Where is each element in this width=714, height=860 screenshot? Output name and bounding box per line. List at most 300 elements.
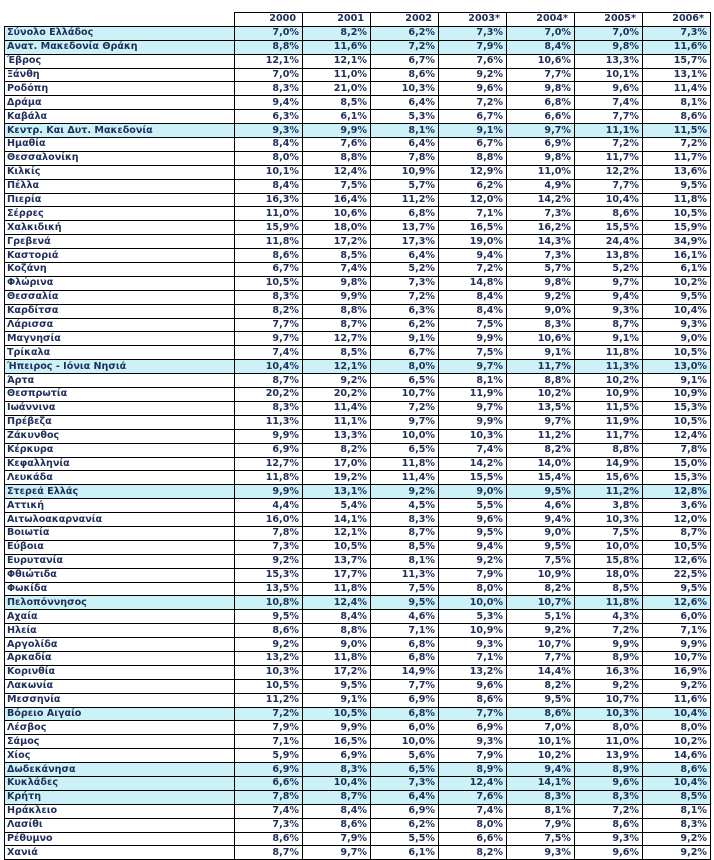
- value-cell: 12,1%: [303, 54, 371, 68]
- value-cell: 11,8%: [371, 457, 439, 471]
- region-row: [5, 763, 711, 777]
- row-name-cell: Φωκίδα: [5, 582, 235, 596]
- prefecture-row: [5, 165, 711, 179]
- value-cell: 9,3%: [575, 304, 643, 318]
- value-cell: 21,0%: [303, 82, 371, 96]
- value-cell: 10,0%: [371, 735, 439, 749]
- value-cell: 7,0%: [507, 26, 575, 40]
- value-cell: 8,8%: [303, 304, 371, 318]
- value-cell: 8,9%: [575, 651, 643, 665]
- value-cell: 6,6%: [235, 776, 303, 790]
- value-cell: 4,3%: [575, 610, 643, 624]
- value-cell: 5,5%: [371, 832, 439, 846]
- value-cell: 7,9%: [303, 832, 371, 846]
- value-cell: 8,5%: [303, 346, 371, 360]
- value-cell: 16,5%: [303, 735, 371, 749]
- value-cell: 9,7%: [439, 401, 507, 415]
- value-cell: 6,8%: [371, 207, 439, 221]
- value-cell: 7,5%: [507, 554, 575, 568]
- prefecture-row: [5, 401, 711, 415]
- row-name-cell: Σέρρες: [5, 207, 235, 221]
- region-row: [5, 596, 711, 610]
- prefecture-row: [5, 665, 711, 679]
- value-cell: 10,6%: [303, 207, 371, 221]
- value-cell: 12,4%: [439, 776, 507, 790]
- prefecture-row: [5, 429, 711, 443]
- value-cell: 11,8%: [303, 582, 371, 596]
- value-cell: 9,0%: [643, 332, 711, 346]
- prefecture-row: [5, 651, 711, 665]
- value-cell: 12,6%: [643, 596, 711, 610]
- prefecture-row: [5, 499, 711, 513]
- value-cell: 8,2%: [507, 443, 575, 457]
- value-cell: 7,7%: [575, 110, 643, 124]
- value-cell: 8,1%: [507, 804, 575, 818]
- value-cell: 8,4%: [235, 179, 303, 193]
- value-cell: 6,8%: [507, 96, 575, 110]
- prefecture-row: [5, 193, 711, 207]
- value-cell: 9,0%: [303, 638, 371, 652]
- value-cell: 11,7%: [575, 151, 643, 165]
- value-cell: 8,7%: [303, 318, 371, 332]
- row-name-cell: Βοιωτία: [5, 526, 235, 540]
- value-cell: 6,0%: [643, 610, 711, 624]
- value-cell: 7,4%: [439, 443, 507, 457]
- value-cell: 10,0%: [439, 596, 507, 610]
- value-cell: 6,9%: [235, 763, 303, 777]
- value-cell: 15,3%: [643, 401, 711, 415]
- row-name-cell: Κεφαλληνία: [5, 457, 235, 471]
- value-cell: 10,4%: [643, 707, 711, 721]
- value-cell: 15,9%: [235, 221, 303, 235]
- value-cell: 9,2%: [235, 638, 303, 652]
- value-cell: 8,9%: [439, 763, 507, 777]
- value-cell: 13,8%: [575, 249, 643, 263]
- prefecture-row: [5, 263, 711, 277]
- value-cell: 11,3%: [371, 568, 439, 582]
- value-cell: 7,2%: [575, 624, 643, 638]
- year-header: 2005*: [575, 13, 643, 27]
- value-cell: 10,5%: [303, 540, 371, 554]
- value-cell: 9,5%: [371, 596, 439, 610]
- value-cell: 7,4%: [303, 263, 371, 277]
- value-cell: 11,8%: [575, 596, 643, 610]
- value-cell: 8,7%: [235, 846, 303, 860]
- value-cell: 6,2%: [371, 818, 439, 832]
- value-cell: 11,1%: [575, 124, 643, 138]
- value-cell: 9,9%: [439, 415, 507, 429]
- value-cell: 13,7%: [303, 554, 371, 568]
- value-cell: 16,9%: [643, 665, 711, 679]
- value-cell: 7,1%: [439, 651, 507, 665]
- value-cell: 9,4%: [507, 513, 575, 527]
- value-cell: 10,2%: [575, 374, 643, 388]
- value-cell: 14,9%: [575, 457, 643, 471]
- value-cell: 9,8%: [303, 276, 371, 290]
- value-cell: 11,0%: [235, 207, 303, 221]
- prefecture-row: [5, 513, 711, 527]
- value-cell: 6,8%: [371, 651, 439, 665]
- value-cell: 9,4%: [439, 249, 507, 263]
- prefecture-row: [5, 443, 711, 457]
- value-cell: 7,5%: [439, 346, 507, 360]
- row-name-cell: Λευκάδα: [5, 471, 235, 485]
- data-table: [4, 12, 711, 860]
- value-cell: 5,3%: [439, 610, 507, 624]
- value-cell: 8,2%: [303, 443, 371, 457]
- value-cell: 7,9%: [439, 749, 507, 763]
- value-cell: 12,4%: [643, 429, 711, 443]
- value-cell: 4,6%: [507, 499, 575, 513]
- value-cell: 7,5%: [439, 318, 507, 332]
- value-cell: 10,6%: [507, 54, 575, 68]
- value-cell: 10,2%: [507, 749, 575, 763]
- value-cell: 9,5%: [643, 290, 711, 304]
- value-cell: 12,0%: [439, 193, 507, 207]
- row-name-cell: Αιτωλοακαρνανία: [5, 513, 235, 527]
- value-cell: 10,5%: [643, 207, 711, 221]
- value-cell: 7,8%: [643, 443, 711, 457]
- value-cell: 11,1%: [303, 415, 371, 429]
- prefecture-row: [5, 221, 711, 235]
- prefecture-row: [5, 68, 711, 82]
- value-cell: 17,0%: [303, 457, 371, 471]
- value-cell: 9,5%: [643, 582, 711, 596]
- value-cell: 5,7%: [371, 179, 439, 193]
- value-cell: 9,3%: [575, 832, 643, 846]
- prefecture-row: [5, 276, 711, 290]
- value-cell: 8,5%: [303, 96, 371, 110]
- row-name-cell: Λάρισσα: [5, 318, 235, 332]
- value-cell: 11,7%: [575, 429, 643, 443]
- value-cell: 9,2%: [643, 832, 711, 846]
- value-cell: 8,3%: [643, 818, 711, 832]
- value-cell: 7,4%: [575, 96, 643, 110]
- value-cell: 9,8%: [507, 82, 575, 96]
- value-cell: 6,8%: [371, 638, 439, 652]
- value-cell: 15,8%: [575, 554, 643, 568]
- value-cell: 15,3%: [643, 471, 711, 485]
- value-cell: 12,1%: [303, 360, 371, 374]
- region-row: [5, 485, 711, 499]
- row-name-cell: Βόρειο Αιγαίο: [5, 707, 235, 721]
- value-cell: 11,2%: [371, 193, 439, 207]
- value-cell: 6,2%: [439, 179, 507, 193]
- value-cell: 16,3%: [235, 193, 303, 207]
- value-cell: 13,1%: [303, 485, 371, 499]
- prefecture-row: [5, 346, 711, 360]
- value-cell: 6,4%: [371, 138, 439, 152]
- row-name-cell: Γρεβενά: [5, 235, 235, 249]
- value-cell: 8,0%: [371, 360, 439, 374]
- value-cell: 7,1%: [643, 624, 711, 638]
- year-header: 2001: [303, 13, 371, 27]
- value-cell: 10,2%: [643, 735, 711, 749]
- value-cell: 6,7%: [371, 346, 439, 360]
- prefecture-row: [5, 610, 711, 624]
- value-cell: 9,0%: [439, 485, 507, 499]
- value-cell: 11,8%: [235, 235, 303, 249]
- prefecture-row: [5, 138, 711, 152]
- value-cell: 13,0%: [643, 360, 711, 374]
- value-cell: 6,3%: [235, 110, 303, 124]
- value-cell: 11,3%: [235, 415, 303, 429]
- region-row: [5, 360, 711, 374]
- row-name-cell: Πέλλα: [5, 179, 235, 193]
- value-cell: 7,2%: [575, 138, 643, 152]
- value-cell: 6,2%: [371, 318, 439, 332]
- value-cell: 6,1%: [371, 846, 439, 860]
- value-cell: 9,3%: [643, 318, 711, 332]
- value-cell: 9,8%: [507, 151, 575, 165]
- value-cell: 10,9%: [643, 388, 711, 402]
- value-cell: 11,7%: [507, 360, 575, 374]
- value-cell: 5,7%: [507, 263, 575, 277]
- value-cell: 24,4%: [575, 235, 643, 249]
- prefecture-row: [5, 318, 711, 332]
- value-cell: 6,5%: [371, 763, 439, 777]
- year-header: 2002: [371, 13, 439, 27]
- value-cell: 7,0%: [507, 721, 575, 735]
- value-cell: 7,0%: [575, 26, 643, 40]
- value-cell: 11,4%: [303, 401, 371, 415]
- value-cell: 8,2%: [439, 846, 507, 860]
- value-cell: 7,1%: [235, 735, 303, 749]
- prefecture-row: [5, 818, 711, 832]
- value-cell: 8,3%: [303, 763, 371, 777]
- value-cell: 9,8%: [575, 40, 643, 54]
- value-cell: 10,7%: [507, 638, 575, 652]
- value-cell: 3,8%: [575, 499, 643, 513]
- prefecture-row: [5, 540, 711, 554]
- value-cell: 14,9%: [371, 665, 439, 679]
- value-cell: 9,6%: [575, 82, 643, 96]
- value-cell: 10,1%: [507, 735, 575, 749]
- value-cell: 7,9%: [235, 721, 303, 735]
- value-cell: 7,2%: [235, 707, 303, 721]
- value-cell: 11,2%: [235, 693, 303, 707]
- value-cell: 9,5%: [643, 179, 711, 193]
- value-cell: 12,2%: [575, 165, 643, 179]
- value-cell: 9,3%: [235, 124, 303, 138]
- value-cell: 7,9%: [439, 568, 507, 582]
- value-cell: 7,7%: [507, 68, 575, 82]
- value-cell: 8,6%: [235, 832, 303, 846]
- prefecture-row: [5, 96, 711, 110]
- value-cell: 6,8%: [371, 707, 439, 721]
- value-cell: 11,6%: [643, 40, 711, 54]
- value-cell: 8,8%: [507, 374, 575, 388]
- value-cell: 10,5%: [643, 540, 711, 554]
- value-cell: 11,9%: [575, 415, 643, 429]
- value-cell: 9,5%: [303, 679, 371, 693]
- value-cell: 9,6%: [575, 846, 643, 860]
- value-cell: 8,5%: [303, 249, 371, 263]
- value-cell: 7,3%: [643, 26, 711, 40]
- value-cell: 13,2%: [235, 651, 303, 665]
- value-cell: 11,2%: [507, 429, 575, 443]
- value-cell: 9,3%: [507, 846, 575, 860]
- row-name-cell: Στερεά Ελλάς: [5, 485, 235, 499]
- row-name-cell: Χαλκιδική: [5, 221, 235, 235]
- value-cell: 8,0%: [235, 151, 303, 165]
- value-cell: 8,8%: [303, 151, 371, 165]
- value-cell: 5,2%: [371, 263, 439, 277]
- value-cell: 8,6%: [575, 818, 643, 832]
- prefecture-row: [5, 332, 711, 346]
- value-cell: 7,7%: [507, 651, 575, 665]
- value-cell: 11,2%: [575, 485, 643, 499]
- value-cell: 4,9%: [507, 179, 575, 193]
- value-cell: 9,8%: [507, 276, 575, 290]
- row-name-cell: Ηράκλειο: [5, 804, 235, 818]
- value-cell: 7,0%: [235, 26, 303, 40]
- value-cell: 9,2%: [235, 554, 303, 568]
- value-cell: 8,0%: [643, 721, 711, 735]
- row-name-cell: Λέσβος: [5, 721, 235, 735]
- value-cell: 11,5%: [575, 401, 643, 415]
- value-cell: 12,7%: [303, 332, 371, 346]
- row-name-cell: Ρέθυμνο: [5, 832, 235, 846]
- value-cell: 9,2%: [303, 374, 371, 388]
- value-cell: 11,3%: [575, 360, 643, 374]
- prefecture-row: [5, 526, 711, 540]
- value-cell: 13,9%: [575, 749, 643, 763]
- value-cell: 6,9%: [303, 749, 371, 763]
- value-cell: 7,1%: [371, 624, 439, 638]
- value-cell: 9,3%: [439, 735, 507, 749]
- row-name-cell: Φθιώτιδα: [5, 568, 235, 582]
- prefecture-row: [5, 582, 711, 596]
- row-name-cell: Μαγνησία: [5, 332, 235, 346]
- value-cell: 8,1%: [371, 554, 439, 568]
- value-cell: 9,9%: [303, 124, 371, 138]
- value-cell: 15,5%: [439, 471, 507, 485]
- row-name-cell: Αχαία: [5, 610, 235, 624]
- row-name-cell: Αργολίδα: [5, 638, 235, 652]
- value-cell: 12,7%: [235, 457, 303, 471]
- row-name-cell: Ήπειρος - Ιόνια Νησιά: [5, 360, 235, 374]
- value-cell: 8,2%: [235, 304, 303, 318]
- row-name-cell: Χίος: [5, 749, 235, 763]
- value-cell: 11,5%: [643, 124, 711, 138]
- value-cell: 11,8%: [575, 346, 643, 360]
- value-cell: 9,6%: [439, 82, 507, 96]
- value-cell: 9,1%: [371, 332, 439, 346]
- value-cell: 8,6%: [235, 624, 303, 638]
- value-cell: 11,8%: [303, 651, 371, 665]
- value-cell: 9,5%: [507, 693, 575, 707]
- row-name-cell: Θεσσαλία: [5, 290, 235, 304]
- value-cell: 8,0%: [575, 721, 643, 735]
- value-cell: 7,3%: [371, 276, 439, 290]
- value-cell: 13,5%: [235, 582, 303, 596]
- value-cell: 9,2%: [439, 554, 507, 568]
- value-cell: 19,0%: [439, 235, 507, 249]
- prefecture-row: [5, 110, 711, 124]
- prefecture-row: [5, 249, 711, 263]
- value-cell: 6,7%: [439, 138, 507, 152]
- value-cell: 11,6%: [643, 693, 711, 707]
- year-header: 2000: [235, 13, 303, 27]
- value-cell: 7,9%: [507, 818, 575, 832]
- row-name-cell: Δωδεκάνησα: [5, 763, 235, 777]
- value-cell: 8,5%: [575, 582, 643, 596]
- value-cell: 10,1%: [575, 68, 643, 82]
- value-cell: 10,9%: [507, 568, 575, 582]
- value-cell: 9,9%: [643, 638, 711, 652]
- value-cell: 10,2%: [507, 388, 575, 402]
- value-cell: 13,6%: [643, 165, 711, 179]
- value-cell: 14,3%: [507, 235, 575, 249]
- value-cell: 5,1%: [507, 610, 575, 624]
- value-cell: 7,2%: [643, 138, 711, 152]
- header-blank-cell: [5, 13, 235, 27]
- value-cell: 9,6%: [575, 776, 643, 790]
- value-cell: 8,6%: [643, 110, 711, 124]
- row-name-cell: Αρκαδία: [5, 651, 235, 665]
- value-cell: 9,7%: [507, 415, 575, 429]
- value-cell: 7,6%: [439, 54, 507, 68]
- value-cell: 3,6%: [643, 499, 711, 513]
- value-cell: 8,4%: [439, 290, 507, 304]
- value-cell: 9,5%: [507, 540, 575, 554]
- value-cell: 4,6%: [371, 610, 439, 624]
- value-cell: 15,0%: [643, 457, 711, 471]
- value-cell: 9,9%: [575, 638, 643, 652]
- value-cell: 9,1%: [439, 124, 507, 138]
- row-name-cell: Κεντρ. Και Δυτ. Μακεδονία: [5, 124, 235, 138]
- value-cell: 9,2%: [439, 68, 507, 82]
- value-cell: 16,1%: [643, 249, 711, 263]
- value-cell: 6,7%: [235, 263, 303, 277]
- row-name-cell: Δράμα: [5, 96, 235, 110]
- value-cell: 8,7%: [643, 526, 711, 540]
- row-name-cell: Ημαθία: [5, 138, 235, 152]
- value-cell: 7,4%: [235, 804, 303, 818]
- value-cell: 10,5%: [235, 276, 303, 290]
- value-cell: 10,0%: [575, 540, 643, 554]
- value-cell: 7,2%: [371, 401, 439, 415]
- value-cell: 6,9%: [439, 721, 507, 735]
- row-name-cell: Ζάκυνθος: [5, 429, 235, 443]
- row-name-cell: Τρίκαλα: [5, 346, 235, 360]
- value-cell: 9,1%: [643, 374, 711, 388]
- row-name-cell: Πελοπόννησος: [5, 596, 235, 610]
- value-cell: 16,5%: [439, 221, 507, 235]
- value-cell: 7,2%: [371, 290, 439, 304]
- value-cell: 14,1%: [303, 513, 371, 527]
- value-cell: 8,1%: [371, 124, 439, 138]
- value-cell: 10,4%: [303, 776, 371, 790]
- value-cell: 13,2%: [439, 665, 507, 679]
- value-cell: 11,6%: [303, 40, 371, 54]
- value-cell: 15,7%: [643, 54, 711, 68]
- value-cell: 6,9%: [235, 443, 303, 457]
- value-cell: 7,4%: [439, 804, 507, 818]
- value-cell: 9,7%: [507, 124, 575, 138]
- prefecture-row: [5, 457, 711, 471]
- value-cell: 9,5%: [235, 610, 303, 624]
- value-cell: 13,3%: [303, 429, 371, 443]
- value-cell: 7,7%: [439, 707, 507, 721]
- row-name-cell: Θεσπρωτία: [5, 388, 235, 402]
- value-cell: 8,0%: [439, 818, 507, 832]
- value-cell: 8,2%: [303, 26, 371, 40]
- value-cell: 10,4%: [575, 193, 643, 207]
- value-cell: 6,4%: [371, 96, 439, 110]
- row-name-cell: Θεσσαλονίκη: [5, 151, 235, 165]
